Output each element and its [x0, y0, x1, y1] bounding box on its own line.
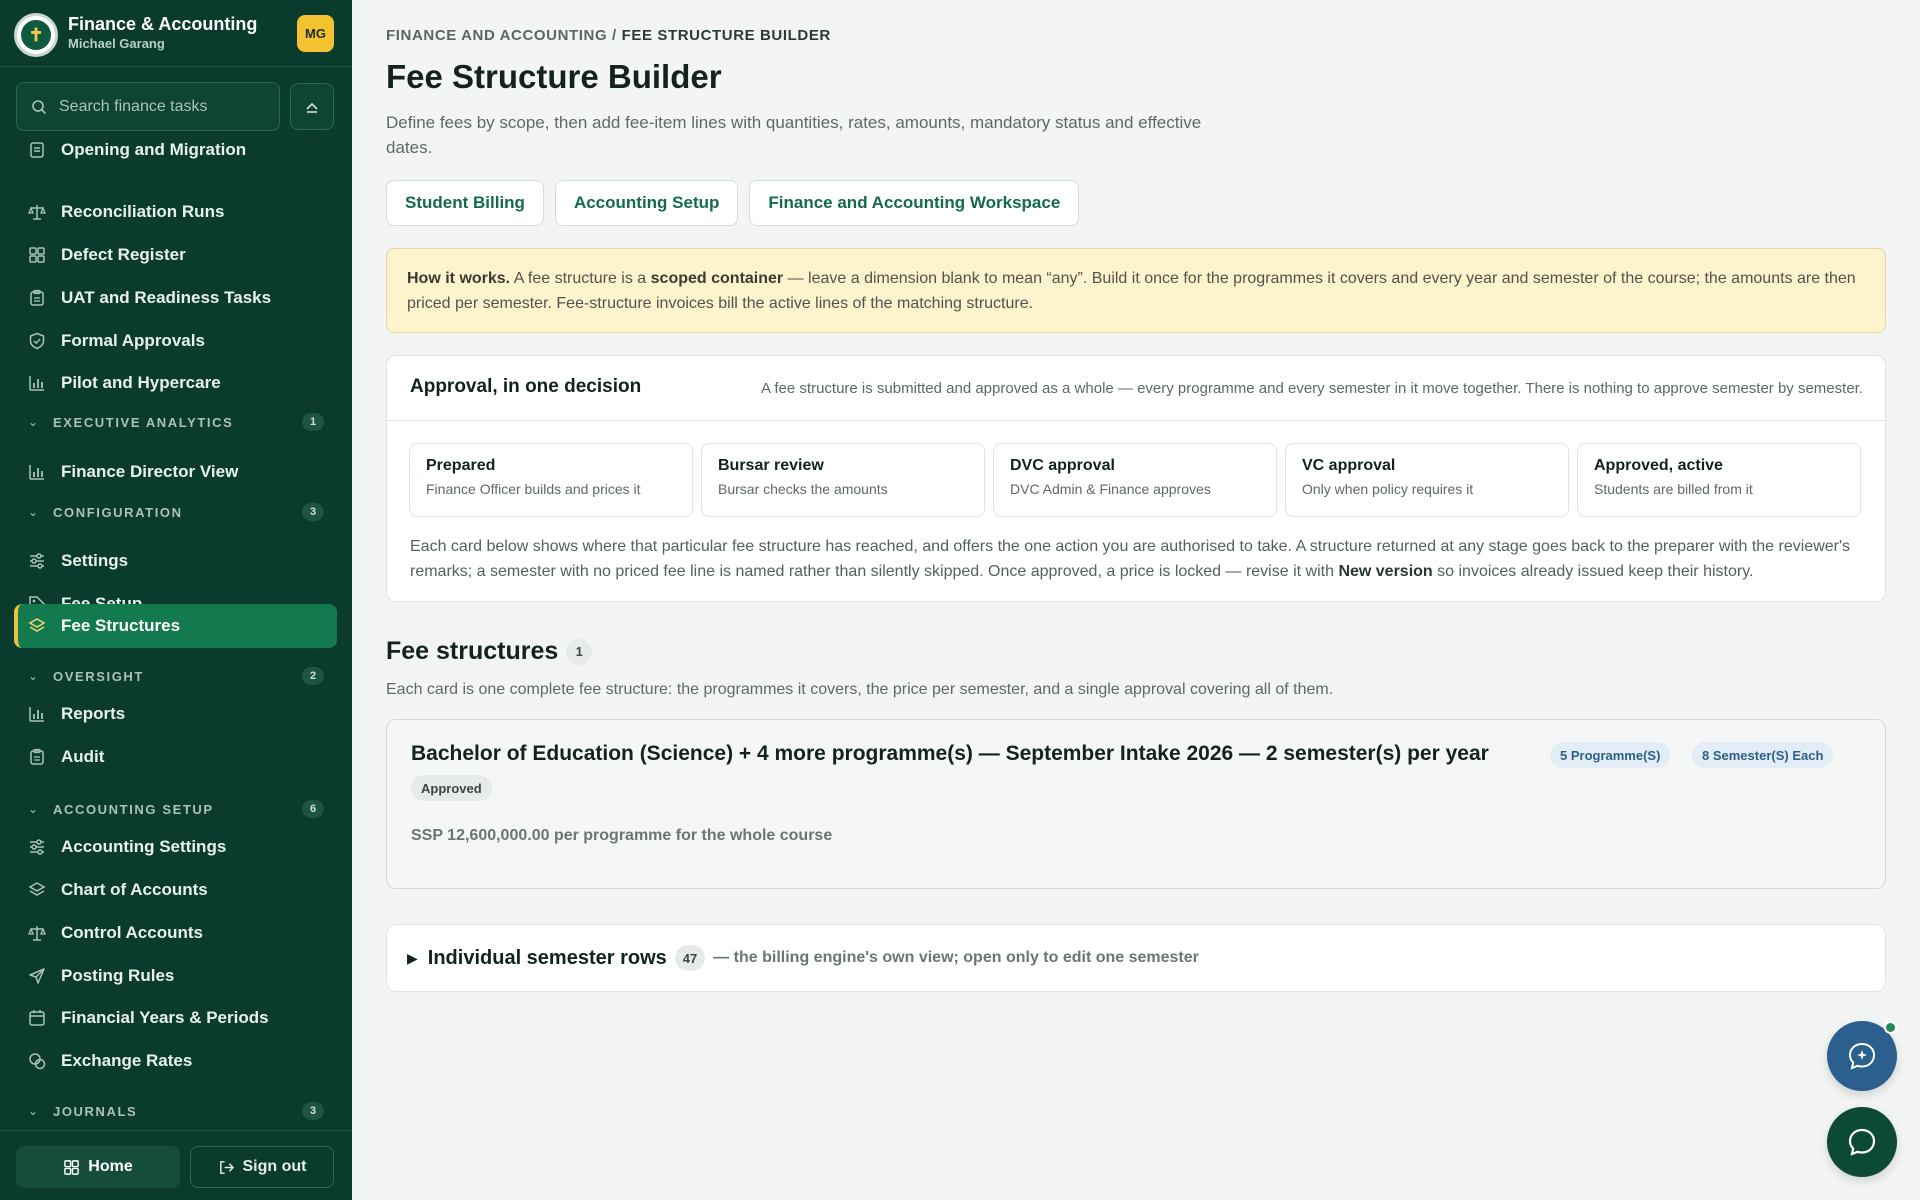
count-badge: 47 [675, 945, 705, 971]
fee-structure-title[interactable]: Bachelor of Education (Science) + 4 more programme(s) — September Intake 2026 — 2 semester(s) per year [411, 742, 1489, 765]
clipboard-icon [28, 748, 46, 766]
sidebar-item-reconciliation-runs[interactable] [14, 190, 337, 234]
step-desc: Only when policy requires it [1302, 481, 1474, 497]
online-indicator [1884, 1021, 1897, 1034]
section-title: CONFIGURATION [53, 504, 183, 520]
collapse-button[interactable] [290, 83, 334, 130]
sidebar-item-label: UAT and Readiness Tasks [61, 288, 272, 307]
app-logo [14, 13, 58, 57]
search-input[interactable] [59, 98, 269, 116]
sidebar-item-finance-director-view[interactable] [14, 450, 337, 494]
approval-text-2: so invoices already issued keep their history. [1437, 563, 1754, 580]
approval-steps [409, 443, 1861, 517]
approval-title: Approval, in one decision [410, 376, 642, 397]
layers-icon [28, 881, 46, 899]
fee-structures-header [386, 637, 592, 666]
link-student-billing[interactable]: Student Billing [386, 180, 544, 226]
sidebar-item-accounting-settings[interactable] [14, 825, 337, 869]
home-button[interactable] [16, 1146, 180, 1188]
sidebar-item-label: Settings [61, 551, 129, 570]
sidebar-item-label: Chart of Accounts [61, 880, 208, 899]
approval-panel [386, 355, 1886, 602]
step-desc: Finance Officer builds and prices it [426, 481, 641, 497]
sidebar-item-label: Control Accounts [61, 923, 203, 942]
assistant-button[interactable] [1827, 1021, 1897, 1091]
section-title: EXECUTIVE ANALYTICS [53, 414, 234, 430]
chevron-down-icon: ⌄ [28, 1104, 39, 1118]
sidebar-item-posting-rules[interactable] [14, 954, 337, 998]
sidebar-item-label: Accounting Settings [61, 837, 227, 856]
section-accounting-setup[interactable] [28, 799, 324, 819]
sliders-icon [28, 552, 46, 570]
sidebar-item-label: Reports [61, 704, 126, 723]
step-title: VC approval [1302, 457, 1396, 474]
chevron-down-icon: ⌄ [28, 802, 39, 816]
approval-step [409, 443, 693, 517]
sidebar-item-label: Formal Approvals [61, 331, 205, 350]
section-title: ACCOUNTING SETUP [53, 801, 214, 817]
sidebar-item-pilot-hypercare[interactable] [14, 361, 337, 405]
sidebar-item-financial-years-periods[interactable] [14, 996, 337, 1040]
semester-rows-subtitle: — the billing engine's own view; open only to edit one semester [713, 949, 1199, 966]
sidebar-footer [0, 1130, 352, 1200]
section-oversight[interactable] [28, 666, 324, 686]
how-it-works-notice [386, 248, 1886, 333]
approval-step [1577, 443, 1861, 517]
approval-explanation [410, 534, 1870, 584]
related-links [386, 180, 1090, 226]
layers-icon [28, 617, 46, 635]
approval-note: A fee structure is submitted and approved as a whole — every programme and every semester in it move together. There is nothing to approve semester by semester. [761, 380, 1863, 397]
bar-chart-icon [28, 705, 46, 723]
section-title: JOURNALS [53, 1103, 138, 1119]
chevron-up-icon [304, 101, 320, 113]
semesters-badge: 8 Semester(S) Each [1692, 742, 1833, 768]
semester-rows-toggle[interactable] [386, 924, 1886, 992]
step-desc: Students are billed from it [1594, 481, 1753, 497]
sidebar-item-exchange-rates[interactable] [14, 1039, 337, 1083]
cross-icon: ✝ [21, 20, 51, 50]
programmes-badge: 5 Programme(S) [1550, 742, 1670, 768]
notice-text-2: — leave a dimension blank to mean “any”. Build it once for the programmes it covers and every year and semester of the course; the amounts are then priced per semester. Fee-structure invoices bill the active lines of the matching structure. [407, 270, 1856, 312]
step-title: Prepared [426, 457, 496, 474]
section-configuration[interactable] [28, 502, 324, 522]
sidebar-item-label: Posting Rules [61, 966, 175, 985]
status-badge: Approved [411, 775, 492, 801]
sidebar-item-chart-of-accounts[interactable] [14, 868, 337, 912]
page-description: Define fees by scope, then add fee-item lines with quantities, rates, amounts, mandatory status and effective dates. [386, 113, 1202, 157]
search-box[interactable] [16, 82, 280, 131]
section-count: 2 [302, 667, 324, 685]
section-title: Fee structures [386, 637, 559, 665]
sidebar-item-label: Reconciliation Runs [61, 202, 225, 221]
fee-structure-card[interactable] [386, 719, 1886, 889]
breadcrumb-current: FEE STRUCTURE BUILDER [621, 27, 831, 44]
ai-chat-icon [1846, 1040, 1878, 1072]
sidebar-header [0, 0, 352, 67]
logout-icon [218, 1159, 235, 1176]
section-count: 3 [302, 1102, 324, 1120]
app-title: Finance & Accounting [68, 14, 258, 34]
section-count: 3 [302, 503, 324, 521]
sidebar-item-reports[interactable] [14, 692, 337, 736]
notice-lead: How it works. [407, 270, 511, 287]
sidebar-item-label: Fee Structures [61, 616, 181, 635]
breadcrumb-parent[interactable]: FINANCE AND ACCOUNTING [386, 27, 608, 44]
bar-chart-icon [28, 463, 46, 481]
main-content [352, 0, 1920, 1200]
sign-out-label: Sign out [242, 1158, 307, 1175]
sidebar-item-label: Exchange Rates [61, 1051, 193, 1070]
section-title: OVERSIGHT [53, 668, 144, 684]
divider [387, 420, 1885, 421]
step-title: Approved, active [1594, 457, 1723, 474]
send-icon [28, 967, 46, 985]
grid-icon [28, 246, 46, 264]
fee-structure-price: SSP 12,600,000.00 per programme for the whole course [411, 827, 833, 844]
count-badge: 1 [566, 639, 592, 665]
approval-text-1: Each card below shows where that particular fee structure has reached, and offers the one action you are authorised to take. A structure returned at any stage goes back to the preparer with the reviewer's remarks; a semester with no priced fee line is named rather than silently skipped. Once approved, a price is locked — revise it with [410, 538, 1851, 580]
link-finance-workspace[interactable]: Finance and Accounting Workspace [749, 180, 1079, 226]
sidebar-item-label: Audit [61, 747, 105, 766]
scale-icon [28, 924, 46, 942]
approval-step [701, 443, 985, 517]
approval-step [993, 443, 1277, 517]
sidebar [0, 0, 352, 1200]
breadcrumb-separator: / [612, 27, 617, 44]
search-icon [31, 99, 47, 115]
home-label: Home [88, 1158, 133, 1175]
sliders-icon [28, 838, 46, 856]
user-name: Michael Garang [68, 36, 165, 51]
sidebar-item-label: Opening and Migration [61, 140, 247, 159]
sidebar-item-fee-structures[interactable] [14, 604, 337, 648]
step-title: Bursar review [718, 457, 824, 474]
approval-step [1285, 443, 1569, 517]
sidebar-item-opening-migration[interactable] [14, 135, 337, 172]
fee-structures-description: Each card is one complete fee structure: the programmes it covers, the price per semester, and a single approval covering all of them. [386, 681, 1334, 698]
clipboard-icon [28, 289, 46, 307]
page-title: Fee Structure Builder [386, 58, 722, 95]
avatar[interactable]: MG [297, 15, 334, 52]
shield-check-icon [28, 332, 46, 350]
sign-out-button[interactable] [190, 1146, 334, 1188]
bar-chart-icon [28, 374, 46, 392]
notice-strong: scoped container [650, 270, 784, 287]
chevron-down-icon: ⌄ [28, 415, 39, 429]
step-desc: DVC Admin & Finance approves [1010, 481, 1211, 497]
chevron-down-icon: ⌄ [28, 505, 39, 519]
chat-button[interactable] [1827, 1107, 1897, 1177]
sidebar-item-control-accounts[interactable] [14, 911, 337, 955]
notice-text-1: A fee structure is a [513, 270, 647, 287]
section-count: 1 [302, 413, 324, 431]
chevron-down-icon: ⌄ [28, 669, 39, 683]
sidebar-item-uat-readiness[interactable] [14, 276, 337, 320]
coins-icon [28, 1052, 46, 1070]
calendar-icon [28, 1009, 46, 1027]
sidebar-item-settings[interactable] [14, 539, 337, 583]
document-icon [28, 141, 46, 159]
link-accounting-setup[interactable]: Accounting Setup [555, 180, 738, 226]
section-count: 6 [302, 800, 324, 818]
chat-icon [1846, 1126, 1878, 1158]
section-executive-analytics[interactable] [28, 412, 324, 432]
sidebar-item-label: Pilot and Hypercare [61, 373, 221, 392]
sidebar-item-label: Financial Years & Periods [61, 1008, 269, 1027]
approval-text-strong: New version [1338, 563, 1433, 580]
step-title: DVC approval [1010, 457, 1115, 474]
breadcrumb [386, 27, 831, 44]
section-journals[interactable] [28, 1101, 324, 1121]
semester-rows-title: Individual semester rows [427, 946, 667, 969]
step-desc: Bursar checks the amounts [718, 481, 888, 497]
sidebar-item-label: Finance Director View [61, 462, 239, 481]
sidebar-item-audit[interactable] [14, 735, 337, 779]
sidebar-nav [0, 135, 352, 1125]
sidebar-item-formal-approvals[interactable] [14, 319, 337, 363]
caret-right-icon: ▶ [407, 949, 418, 966]
scale-icon [28, 203, 46, 221]
sidebar-item-defect-register[interactable] [14, 233, 337, 277]
sidebar-item-label: Defect Register [61, 245, 186, 264]
grid-icon [63, 1159, 80, 1176]
